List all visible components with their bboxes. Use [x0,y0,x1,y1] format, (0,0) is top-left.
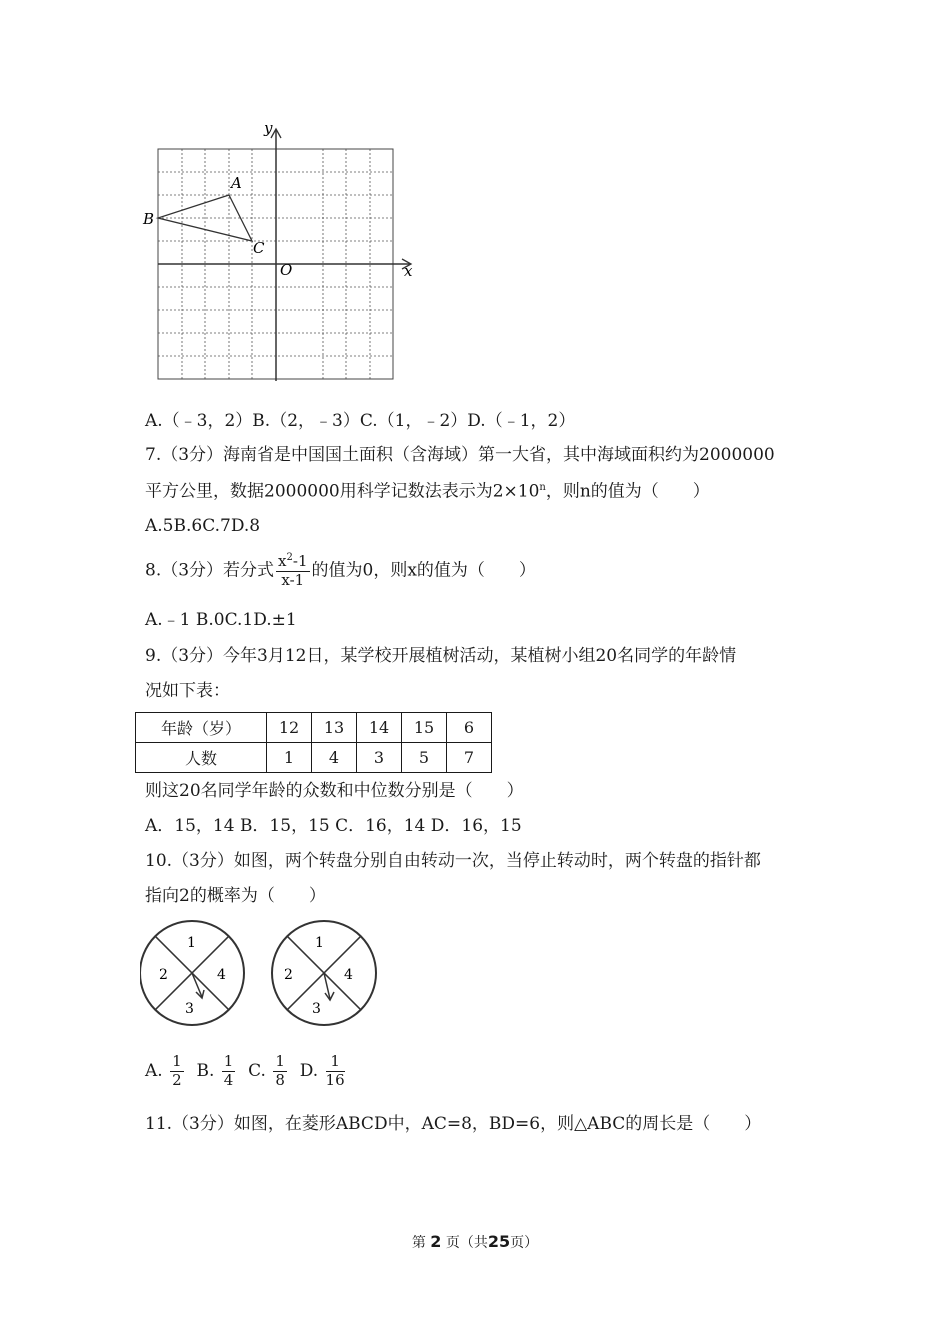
q7-options: A.5B.6C.7D.8 [145,516,261,536]
fraction-numerator: 1 [275,1052,285,1070]
table-row [136,713,492,743]
spinner-left-label-2: 2 [159,967,168,983]
footer-total-pages: 25 [487,1232,511,1251]
table-cell: 12 [267,713,312,743]
fraction-numerator: 1 [223,1052,234,1070]
table-cell: 4 [312,743,357,773]
q7-line2 [145,483,710,501]
spinner-left-label-1: 1 [187,935,196,951]
x-axis-label: x [404,262,413,280]
footer-prefix: 第 [411,1235,426,1251]
q10-option-d-fraction [326,1054,345,1089]
q8-prefix: 8.（3分）若分式 [145,560,275,581]
fraction-numerator: 1 [326,1054,345,1072]
spinner-right [272,921,376,1025]
q8-fraction-denominator: x-1 [281,570,305,589]
q10-option-b-fraction [222,1054,236,1089]
q10-option-d-letter: D. [299,1060,319,1081]
q7-line2-tail: ，则n的值为（ ） [545,481,710,502]
fraction-denominator: 16 [325,1070,345,1089]
table-cell: 15 [402,713,447,743]
q10-line2: 指向2的概率为（ ） [145,886,326,906]
table-cell: 13 [312,713,357,743]
q8-num-tail: -1 [292,552,308,570]
q11-line1: 11.（3分）如图，在菱形ABCD中，AC=8，BD=6，则△ABC的周长是（ ） [145,1114,762,1134]
q6-options: A.（﹣3，2）B.（2，﹣3）C.（1，﹣2）D.（﹣1，2） [145,411,576,431]
q7-exponent: n [539,482,546,493]
q7-line1: 7.（3分）海南省是中国国土面积（含海域）第一大省，其中海域面积约为2000000 [145,445,775,465]
q8-line [145,553,536,589]
q10-options [145,1054,347,1089]
page-footer [0,1232,950,1252]
footer-suffix: 页） [510,1235,539,1251]
fraction-denominator: 8 [275,1070,285,1089]
spinner-left-label-3: 3 [185,1001,194,1017]
table-row [136,743,492,773]
table-cell: 14 [357,713,402,743]
q8-num-exponent: 2 [286,552,293,563]
spinner-right-label-2: 2 [284,967,293,983]
fraction-denominator: 4 [223,1070,234,1089]
y-axis-label: y [264,119,273,137]
q10-option-b-letter: B. [196,1060,215,1081]
table-cell: 人数 [136,743,267,773]
point-b-label: B [143,210,155,228]
origin-label: O [280,261,293,279]
q8-fraction-numerator [276,553,309,572]
q8-num-base: x [278,552,287,570]
q8-options: A.﹣1 B.0C.1D.±1 [145,610,297,630]
q9-line1: 9.（3分）今年3月12日，某学校开展植树活动，某植树小组20名同学的年龄情 [145,646,737,666]
q10-option-c-fraction [273,1054,287,1089]
table-cell: 5 [402,743,447,773]
spinner-left-label-4: 4 [217,967,226,983]
point-a-label: A [231,174,242,192]
spinner-right-label-1: 1 [315,935,324,951]
table-cell: 6 [447,713,492,743]
q10-option-a-letter: A. [145,1060,163,1081]
q9-options: A．15，14 B．15，15 C．16，14 D．16，15 [145,816,522,836]
q9-line2: 况如下表： [145,681,230,701]
spinners-figure [140,915,390,1033]
q10-option-c-letter: C. [248,1060,266,1081]
table-cell: 1 [267,743,312,773]
table-cell: 年龄（岁） [136,713,267,743]
age-table [135,712,492,773]
coordinate-grid-figure [140,118,420,384]
q10-line1: 10.（3分）如图，两个转盘分别自由转动一次，当停止转动时，两个转盘的指针都 [145,851,761,871]
point-c-label: C [253,239,265,257]
fraction-denominator: 2 [172,1070,182,1089]
table-cell: 3 [357,743,402,773]
q7-line2-text: 平方公里，数据2000000用科学记数法表示为2×10 [145,481,540,502]
footer-page-number: 2 [430,1232,442,1251]
q10-option-a-fraction [170,1054,184,1089]
spinner-left [140,921,244,1025]
table-cell: 7 [447,743,492,773]
spinner-right-label-4: 4 [344,967,353,983]
footer-middle: 页（共 [445,1235,488,1251]
q9-question: 则这20名同学年龄的众数和中位数分别是（ ） [145,781,524,801]
q8-suffix: 的值为0，则x的值为（ ） [311,560,536,581]
fraction-numerator: 1 [172,1052,182,1070]
spinner-right-label-3: 3 [312,1001,321,1017]
q8-fraction [276,553,309,589]
